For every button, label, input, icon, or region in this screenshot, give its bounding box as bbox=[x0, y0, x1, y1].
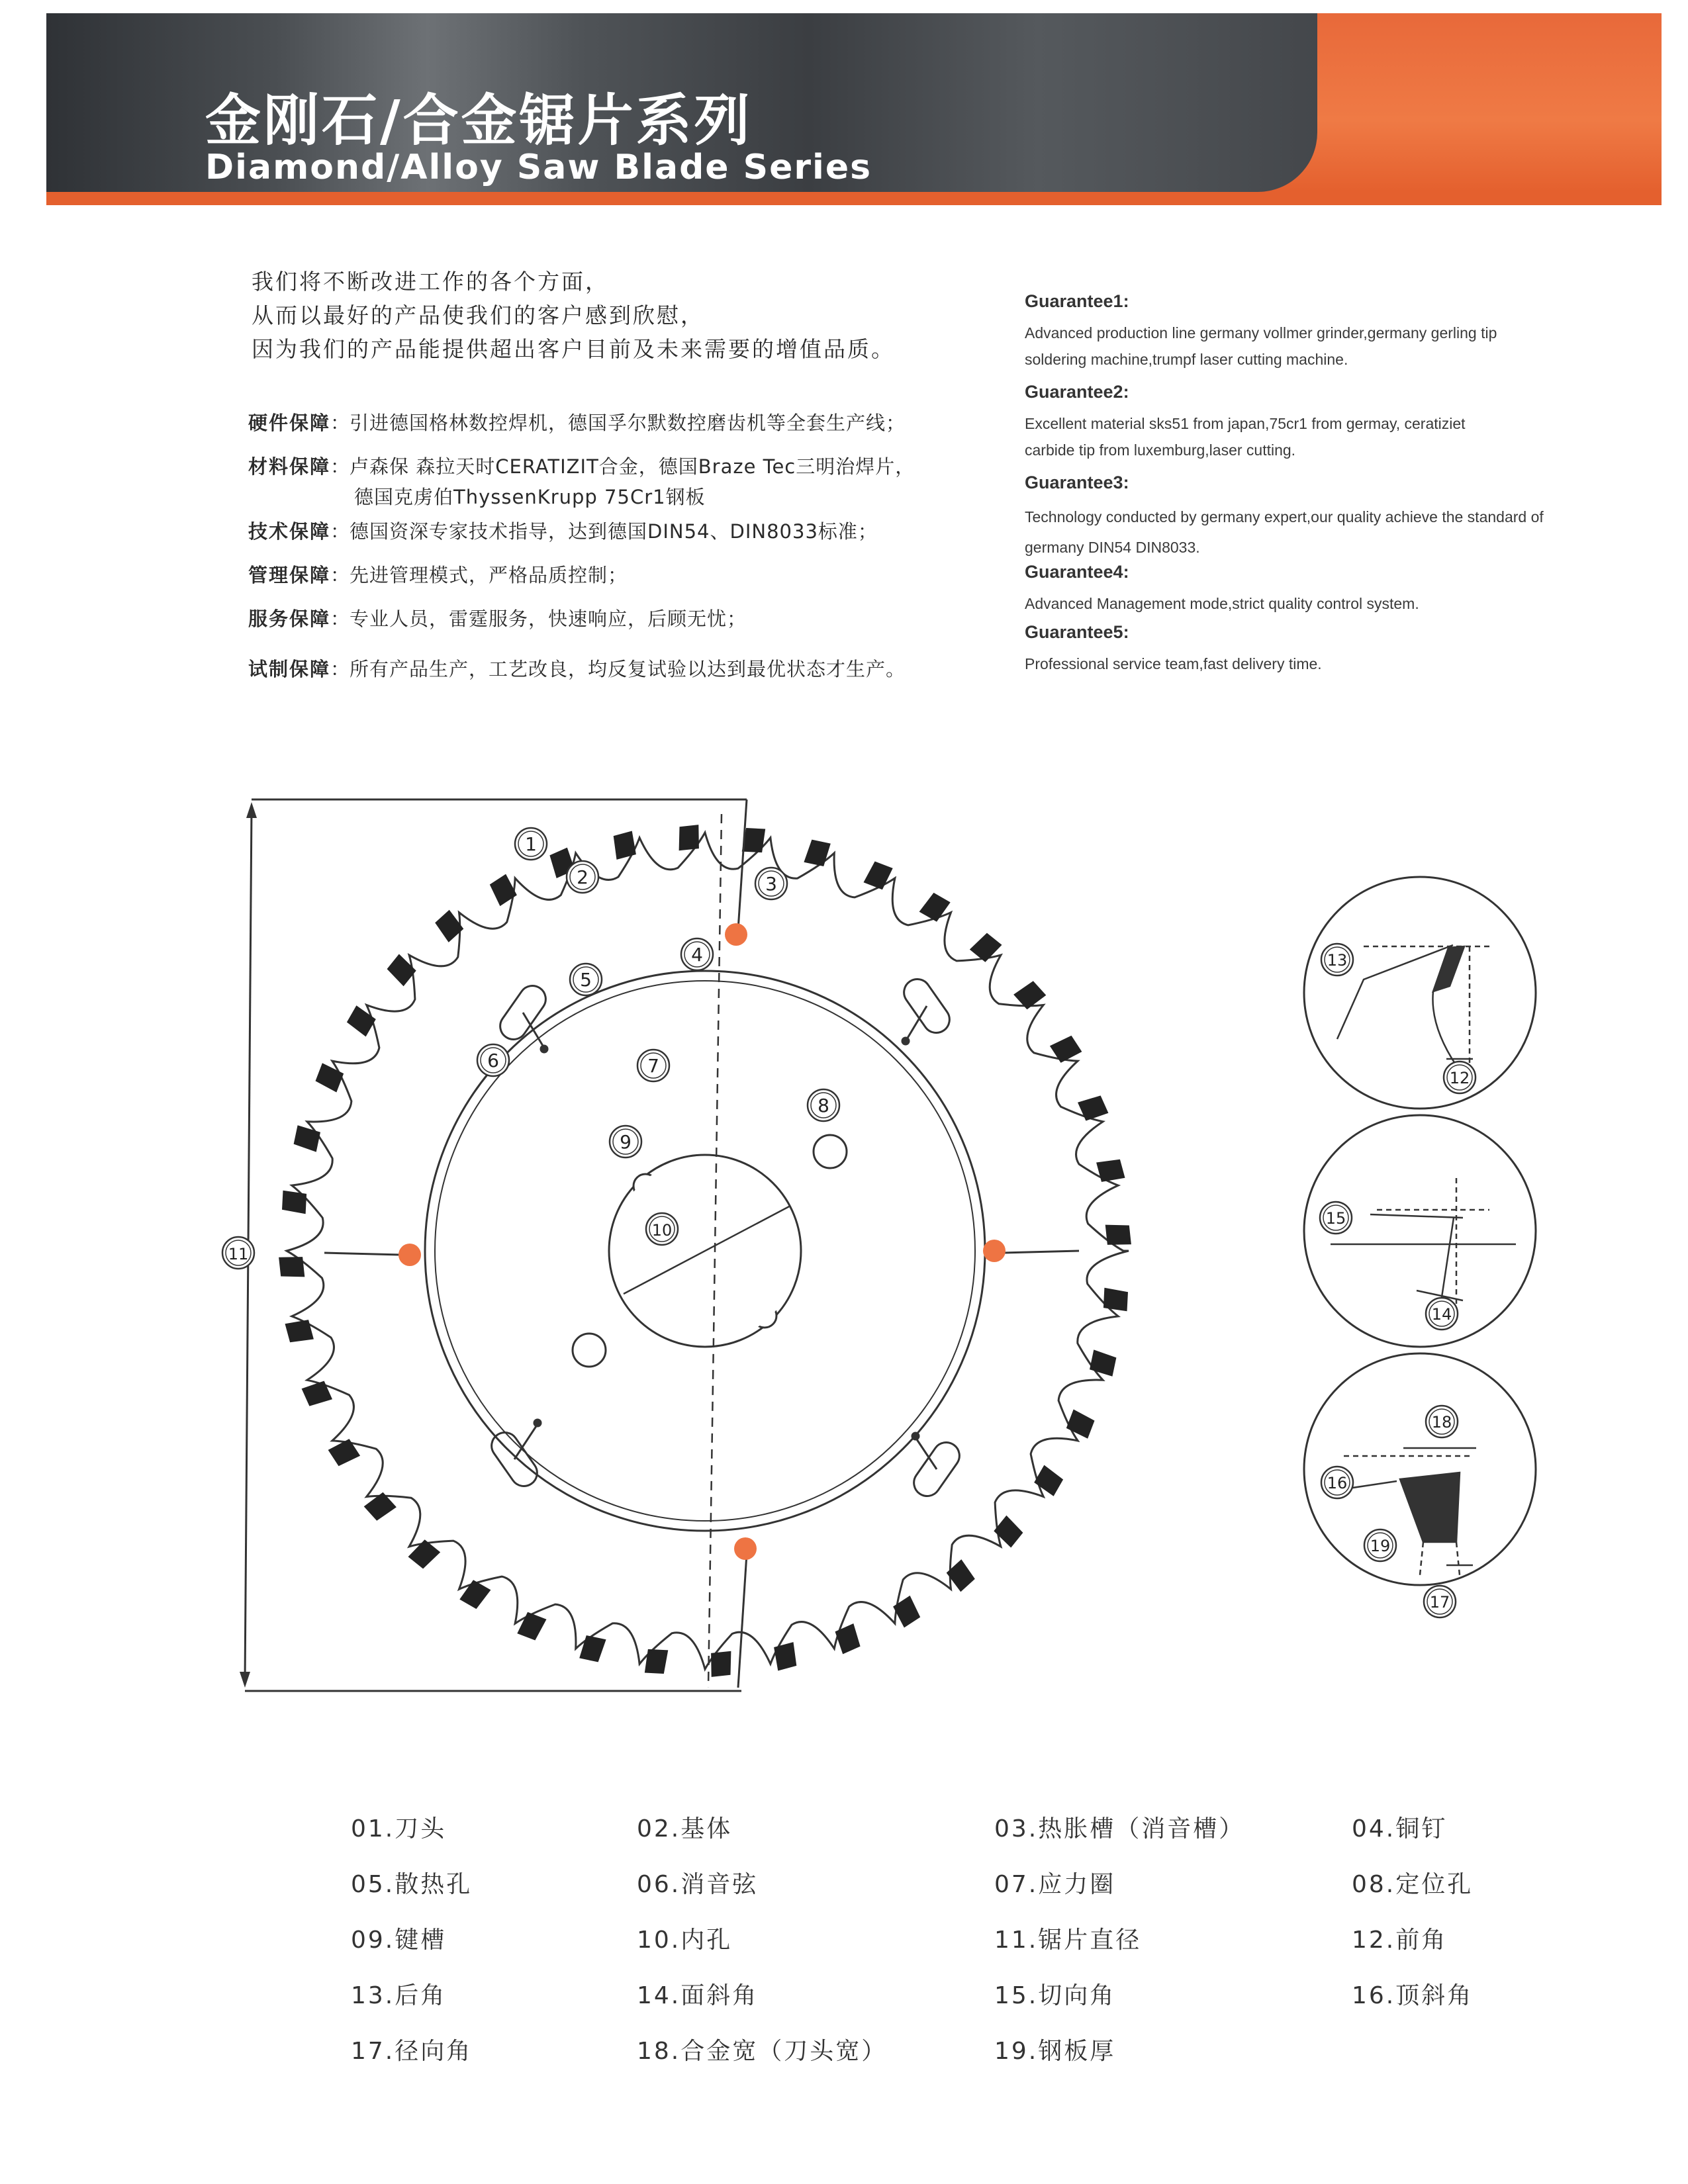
guarantee-en-line: Advanced production line germany vollmer grinder,germany gerling tip bbox=[1025, 324, 1497, 341]
guarantee-text: 先进管理模式，严格品质控制； bbox=[350, 564, 628, 586]
callout-2 bbox=[567, 861, 598, 893]
legend-item: 11.锯片直径 bbox=[994, 1927, 1142, 1954]
guarantee-sep: ： bbox=[330, 520, 350, 543]
detail-callout-16 bbox=[1321, 1467, 1353, 1498]
guarantee-label: 硬件保障 bbox=[248, 412, 331, 434]
svg-text:6: 6 bbox=[487, 1050, 499, 1071]
intro-text bbox=[252, 265, 980, 366]
guarantee-material bbox=[248, 449, 1009, 484]
guarantee-text: 德国资深专家技术指导，达到德国DIN54、DIN8033标准； bbox=[350, 520, 878, 543]
svg-text:12: 12 bbox=[1449, 1069, 1470, 1087]
guarantee-en-line: Advanced Management mode,strict quality control system. bbox=[1025, 595, 1419, 612]
guarantee-en-title: Guarantee4: bbox=[1025, 562, 1129, 582]
svg-text:19: 19 bbox=[1370, 1537, 1391, 1555]
carbide-tip bbox=[711, 1651, 731, 1677]
legend-item: 18.合金宽（刀头宽） bbox=[637, 2038, 888, 2065]
callout-5 bbox=[570, 964, 602, 995]
svg-text:8: 8 bbox=[818, 1095, 829, 1116]
guarantee-en-title: Guarantee3: bbox=[1025, 473, 1129, 492]
carbide-tip bbox=[279, 1257, 305, 1277]
detail-circle-rake bbox=[1304, 877, 1536, 1109]
legend-item: 05.散热孔 bbox=[351, 1871, 473, 1898]
guarantee-technology bbox=[248, 514, 1009, 549]
svg-text:5: 5 bbox=[580, 969, 592, 991]
copper-pin bbox=[983, 1240, 1006, 1262]
page-title-cn: 金刚石/合金锯片系列 bbox=[205, 88, 753, 153]
carbide-tip bbox=[679, 825, 699, 850]
legend-item: 07.应力圈 bbox=[994, 1871, 1116, 1898]
guarantee-sep: ： bbox=[330, 455, 350, 478]
detail-rake-angle bbox=[1337, 945, 1489, 1072]
svg-text:11: 11 bbox=[228, 1245, 249, 1263]
svg-text:10: 10 bbox=[651, 1221, 673, 1240]
guarantee-en-line: Technology conducted by germany expert,our quality achieve the standard of bbox=[1025, 508, 1544, 525]
guarantee-label: 材料保障 bbox=[248, 455, 331, 478]
page-title-en: Diamond/Alloy Saw Blade Series bbox=[205, 148, 872, 187]
guarantee-sep: ： bbox=[330, 658, 350, 680]
guarantees-cn-list bbox=[248, 406, 1009, 686]
legend-item: 04.铜钉 bbox=[1352, 1815, 1448, 1843]
copper-pin bbox=[734, 1537, 757, 1560]
intro-line: 因为我们的产品能提供超出客户目前及未来需要的增值品质。 bbox=[252, 336, 895, 362]
legend-item: 12.前角 bbox=[1352, 1927, 1448, 1954]
detail-callout-14 bbox=[1426, 1298, 1458, 1330]
carbide-tip bbox=[1105, 1225, 1131, 1245]
legend-item: 19.钢板厚 bbox=[994, 2038, 1116, 2065]
callout-8 bbox=[808, 1089, 839, 1121]
svg-text:16: 16 bbox=[1327, 1474, 1348, 1492]
intro-line: 从而以最好的产品使我们的客户感到欣慰， bbox=[252, 302, 704, 328]
legend-item: 15.切向角 bbox=[994, 1982, 1116, 2009]
callout-7 bbox=[637, 1050, 669, 1081]
guarantee-en-line: Excellent material sks51 from japan,75cr1 from germay, ceratiziet bbox=[1025, 415, 1466, 432]
guarantee-en-line: germany DIN54 DIN8033. bbox=[1025, 539, 1200, 556]
legend-item: 14.面斜角 bbox=[637, 1982, 759, 2009]
banner-accent-strip bbox=[46, 192, 1662, 205]
callout-1 bbox=[515, 828, 547, 860]
guarantee-text: 德国克虏伯ThyssenKrupp 75Cr1钢板 bbox=[354, 486, 706, 508]
intro-line: 我们将不断改进工作的各个方面， bbox=[252, 269, 609, 295]
detail-callout-18 bbox=[1426, 1406, 1458, 1437]
callout-9 bbox=[610, 1126, 641, 1158]
svg-text:7: 7 bbox=[647, 1055, 659, 1077]
header-banner bbox=[46, 13, 1662, 205]
tooth-angle-details bbox=[1297, 874, 1549, 1635]
pin-hole bbox=[573, 1334, 606, 1367]
callout-4 bbox=[681, 938, 713, 970]
guarantee-en-title: Guarantee5: bbox=[1025, 622, 1129, 642]
guarantee-hardware bbox=[248, 406, 1009, 440]
detail-callout-15 bbox=[1320, 1202, 1352, 1234]
guarantee-label: 服务保障 bbox=[248, 608, 331, 630]
legend-item: 03.热胀槽（消音槽） bbox=[994, 1815, 1245, 1843]
legend-item: 02.基体 bbox=[637, 1815, 733, 1843]
legend-item: 01.刀头 bbox=[351, 1815, 447, 1843]
callout-10 bbox=[646, 1213, 678, 1245]
guarantee-service bbox=[248, 602, 1009, 636]
callout-11 bbox=[222, 1237, 254, 1269]
legend-item: 08.定位孔 bbox=[1352, 1871, 1474, 1898]
legend-item: 06.消音弦 bbox=[637, 1871, 759, 1898]
callout-6 bbox=[477, 1044, 509, 1076]
legend-item: 10.内孔 bbox=[637, 1927, 733, 1954]
guarantee-label: 技术保障 bbox=[248, 520, 331, 543]
guarantee-text: 专业人员，雷霆服务，快速响应，后顾无忧； bbox=[350, 608, 747, 630]
legend-item: 17.径向角 bbox=[351, 2038, 473, 2065]
guarantee-en-line: carbide tip from luxemburg,laser cutting. bbox=[1025, 441, 1296, 459]
svg-text:1: 1 bbox=[525, 833, 537, 855]
legend-item: 09.键槽 bbox=[351, 1927, 447, 1954]
svg-text:13: 13 bbox=[1327, 951, 1348, 970]
detail-top-bevel-angle bbox=[1344, 1448, 1476, 1575]
detail-callout-17 bbox=[1424, 1586, 1456, 1617]
svg-text:3: 3 bbox=[765, 873, 777, 895]
guarantee-sep: ： bbox=[330, 412, 350, 434]
guarantee-text: 引进德国格林数控焊机，德国孚尔默数控磨齿机等全套生产线； bbox=[350, 412, 906, 434]
guarantee-text: 所有产品生产，工艺改良，均反复试验以达到最优状态才生产。 bbox=[350, 658, 906, 680]
guarantee-en-title: Guarantee1: bbox=[1025, 291, 1129, 311]
detail-callout-19 bbox=[1364, 1529, 1396, 1561]
guarantee-management bbox=[248, 558, 1009, 592]
guarantee-label: 管理保障 bbox=[248, 564, 331, 586]
guarantee-label: 试制保障 bbox=[248, 658, 331, 680]
guarantee-text: 卢森保 森拉天时CERATIZIT合金，德国Braze Tec三明治焊片， bbox=[350, 455, 915, 478]
svg-text:9: 9 bbox=[620, 1131, 632, 1153]
svg-text:2: 2 bbox=[577, 866, 588, 888]
copper-pin bbox=[399, 1244, 421, 1266]
svg-text:14: 14 bbox=[1431, 1305, 1452, 1324]
guarantee-en-line: soldering machine,trumpf laser cutting machine. bbox=[1025, 351, 1348, 368]
svg-text:17: 17 bbox=[1429, 1593, 1450, 1612]
svg-text:18: 18 bbox=[1431, 1413, 1452, 1432]
pin-hole bbox=[814, 1135, 847, 1168]
guarantee-sep: ： bbox=[330, 564, 350, 586]
legend-item: 16.顶斜角 bbox=[1352, 1982, 1474, 2009]
svg-text:15: 15 bbox=[1325, 1209, 1346, 1228]
guarantee-en-title: Guarantee2: bbox=[1025, 382, 1129, 402]
callout-3 bbox=[755, 868, 787, 899]
guarantee-sep: ： bbox=[330, 608, 350, 630]
guarantees-en-list bbox=[1025, 291, 1620, 677]
copper-pin bbox=[725, 923, 747, 946]
guarantee-material-cont bbox=[248, 480, 1009, 514]
svg-text:4: 4 bbox=[691, 944, 703, 966]
detail-tangential-angle bbox=[1331, 1178, 1516, 1304]
saw-blade-diagram bbox=[192, 788, 1172, 1727]
detail-callout-13 bbox=[1321, 944, 1353, 976]
guarantee-trial bbox=[248, 652, 1009, 686]
legend-item: 13.后角 bbox=[351, 1982, 447, 2009]
detail-callout-12 bbox=[1444, 1062, 1476, 1093]
guarantee-en-line: Professional service team,fast delivery time. bbox=[1025, 655, 1322, 672]
